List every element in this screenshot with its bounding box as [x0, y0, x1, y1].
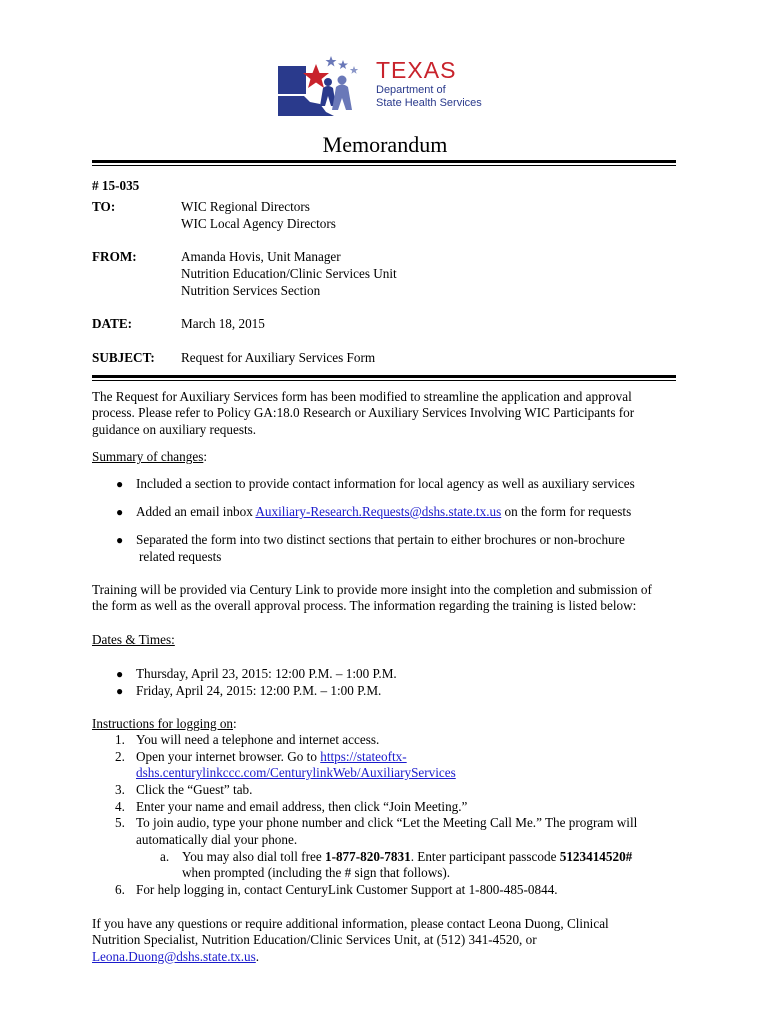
summary-item-2-tail: on the form for requests — [501, 504, 632, 519]
logo-figure-head-1 — [324, 78, 332, 86]
step-2-text: Open your internet browser. Go to — [136, 749, 321, 764]
memo-number: # 15-035 — [92, 178, 140, 193]
toll-free-number: 1-877-820-7831 — [324, 849, 411, 864]
logo-small-star-2 — [338, 60, 348, 69]
substep-a-mid: . Enter participant passcode — [410, 849, 560, 864]
logo-figure-body-2 — [332, 85, 352, 111]
summary-item-2-text: Added an email inbox — [136, 504, 256, 519]
memo-title: Memorandum — [322, 132, 448, 157]
centurylink-url-link-part-2[interactable]: dshs.centurylinkccc.com/CenturylinkWeb/AuxiliaryServices — [136, 765, 456, 780]
subject-label: SUBJECT: — [92, 350, 155, 365]
dates-heading: Dates & Times: — [92, 632, 175, 647]
logo-figure-head-2 — [338, 76, 347, 85]
step-1: You will need a telephone and internet access. — [136, 732, 380, 747]
step-6: For help logging in, contact CenturyLink Customer Support at 1-800-485-0844. — [136, 882, 558, 897]
contact-email-link[interactable]: Leona.Duong@dshs.state.tx.us — [92, 949, 256, 964]
closing-line-2: Nutrition Specialist, Nutrition Education/Clinic Services Unit, at (512) 341-4520, or — [92, 932, 537, 947]
substep-a-line-1 — [182, 849, 632, 866]
step-number: 1. — [115, 732, 125, 747]
from-line-2: Nutrition Education/Clinic Services Unit — [181, 266, 397, 281]
logo-blue-square — [278, 66, 306, 94]
step-number: 6. — [115, 882, 125, 897]
training-line-1: Training will be provided via Century Link to provide more insight into the completion and submission of — [92, 582, 652, 597]
closing-line-3 — [92, 949, 259, 966]
header-rule-thick — [92, 375, 676, 378]
summary-item-3-line-1: Separated the form into two distinct sections that pertain to either brochures or non-brochure — [136, 532, 625, 547]
to-line-2: WIC Local Agency Directors — [181, 216, 336, 231]
bullet-icon: ● — [116, 684, 124, 698]
step-number: 2. — [115, 749, 125, 764]
date-value: March 18, 2015 — [181, 316, 265, 331]
bullet-icon: ● — [116, 505, 124, 519]
centurylink-url-link-part-1[interactable]: https://stateoftx- — [320, 749, 407, 764]
bullet-icon: ● — [116, 477, 124, 491]
intro-line-3: guidance on auxiliary requests. — [92, 422, 257, 437]
date-label: DATE: — [92, 316, 133, 331]
logo-dept-line2: State Health Services — [376, 97, 482, 109]
from-line-3: Nutrition Services Section — [181, 283, 321, 298]
closing-line-1: If you have any questions or require additional information, please contact Leona Duong, Clinical — [92, 916, 609, 931]
logo-small-star-3 — [350, 66, 358, 74]
step-2-line-2 — [136, 765, 456, 782]
logo-texas-text: TEXAS — [376, 57, 457, 83]
participant-passcode: 5123414520# — [559, 849, 633, 864]
intro-line-1: The Request for Auxiliary Services form has been modified to streamline the application and approval — [92, 389, 632, 404]
bullet-icon: ● — [116, 667, 124, 681]
summary-heading-text: Summary of changes — [92, 449, 204, 464]
step-number: 3. — [115, 782, 125, 797]
logo-dept-line1: Department of — [376, 84, 446, 96]
summary-item-1: Included a section to provide contact information for local agency as well as auxiliary services — [136, 476, 635, 491]
step-5-line-2: automatically dial your phone. — [136, 832, 298, 847]
dshs-logo — [276, 52, 506, 124]
step-number: 4. — [115, 799, 125, 814]
intro-line-2: process. Please refer to Policy GA:18.0 Research or Auxiliary Services Involving WIC Participants for — [92, 405, 635, 420]
instructions-heading-colon: : — [233, 716, 237, 731]
subject-value: Request for Auxiliary Services Form — [181, 350, 376, 365]
instructions-heading — [92, 716, 237, 733]
summary-heading — [92, 449, 207, 466]
step-4: Enter your name and email address, then click “Join Meeting.” — [136, 799, 468, 814]
step-3: Click the “Guest” tab. — [136, 782, 253, 797]
instructions-heading-text: Instructions for logging on — [92, 716, 234, 731]
substep-letter: a. — [160, 849, 170, 864]
date-item-2: Friday, April 24, 2015: 12:00 P.M. – 1:00 P.M. — [136, 683, 382, 698]
title-rule-thin — [92, 165, 676, 166]
date-item-1: Thursday, April 23, 2015: 12:00 P.M. – 1:00 P.M. — [136, 666, 397, 681]
bullet-icon: ● — [116, 533, 124, 547]
from-line-1: Amanda Hovis, Unit Manager — [181, 249, 341, 264]
to-line-1: WIC Regional Directors — [181, 199, 310, 214]
summary-item-3-line-2: related requests — [139, 549, 222, 564]
step-5-line-1: To join audio, type your phone number and click “Let the Meeting Call Me.” The program will — [136, 815, 638, 830]
step-number: 5. — [115, 815, 125, 830]
summary-item-2 — [136, 504, 631, 521]
logo-small-star-1 — [326, 56, 337, 67]
from-label: FROM: — [92, 249, 137, 264]
to-label: TO: — [92, 199, 116, 214]
substep-a-line-2: when prompted (including the # sign that follows). — [182, 865, 451, 880]
step-2-line-1 — [136, 749, 407, 766]
auxiliary-email-link[interactable]: Auxiliary-Research.Requests@dshs.state.tx.us — [255, 504, 502, 519]
logo-graphic — [276, 54, 372, 120]
closing-period: . — [255, 949, 260, 964]
summary-heading-colon: : — [203, 449, 208, 464]
training-line-2: the form as well as the overall approval process. The information regarding the training is listed below: — [92, 598, 637, 613]
title-rule-thick — [92, 160, 676, 163]
substep-a-text: You may also dial toll free — [182, 849, 325, 864]
header-rule-thin — [92, 380, 676, 381]
